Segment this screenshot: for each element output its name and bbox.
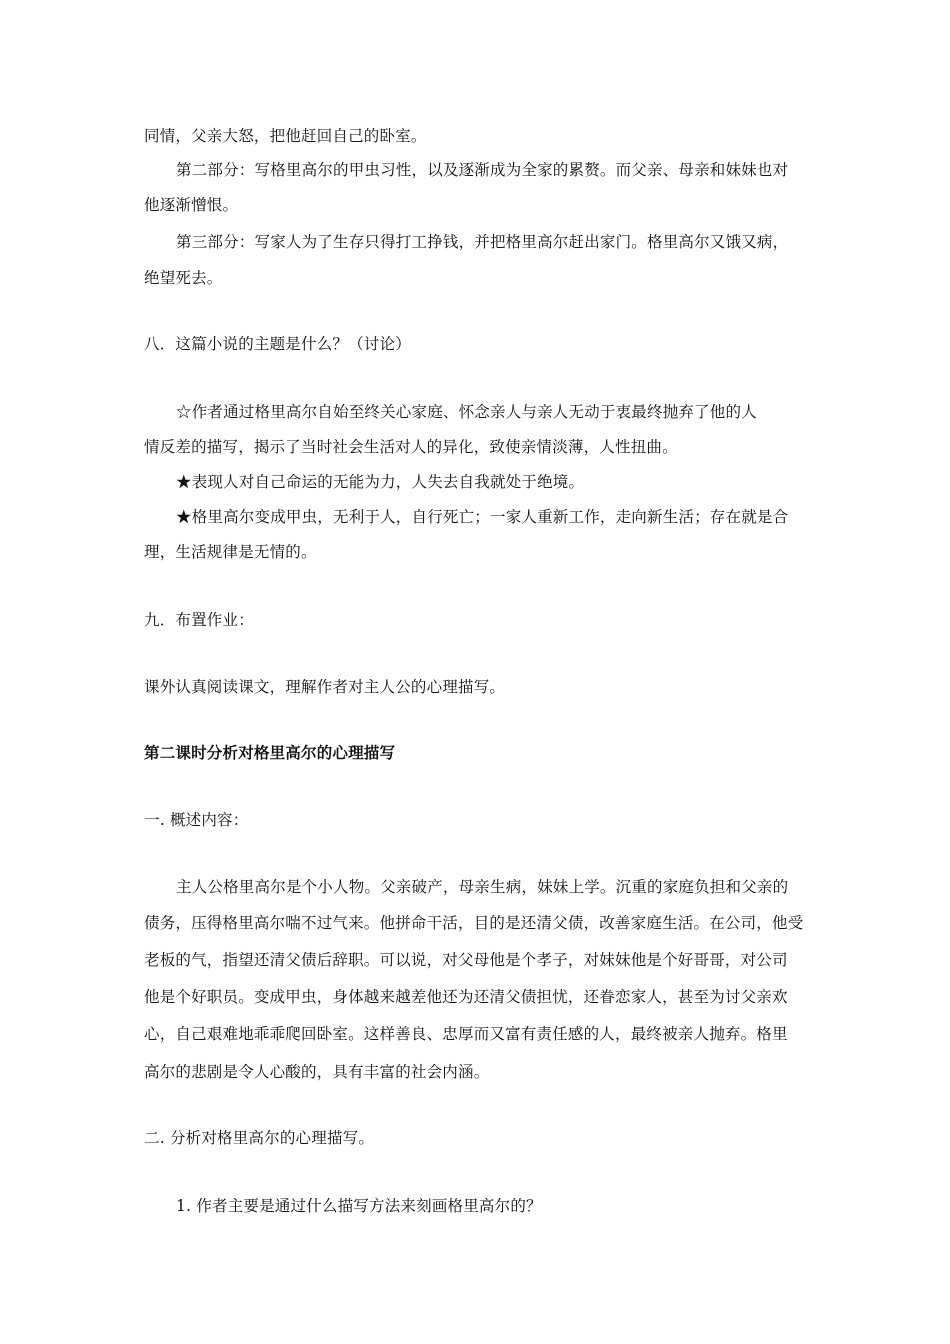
lesson2-s1-line: 主人公格里高尔是个小人物。父亲破产，母亲生病，妹妹上学。沉重的家庭负担和父亲的 <box>176 878 789 896</box>
section9-heading: 九．布置作业： <box>144 611 254 629</box>
section8-para3-line2: 理，生活规律是无情的。 <box>144 543 317 561</box>
section9-text: 课外认真阅读课文，理解作者对主人公的心理描写。 <box>144 678 506 696</box>
section8-heading: 八．这篇小说的主题是什么？（讨论） <box>144 335 411 353</box>
lesson2-s2-question1: 1. 作者主要是通过什么描写方法来刻画格里高尔的？ <box>176 1197 542 1215</box>
lesson2-s1-line: 老板的气，指望还清父债后辞职。可以说，对父母他是个孝子，对妹妹他是个好哥哥，对公司 <box>144 951 788 969</box>
lesson2-s1-heading: 一. 概述内容： <box>144 811 249 829</box>
section8-para3-line1: ★格里高尔变成甲虫，无利于人，自行死亡；一家人重新工作，走向新生活；存在就是合 <box>176 508 789 526</box>
part2-line-2: 他逐渐憎恨。 <box>144 196 239 214</box>
lesson2-s2-heading: 二. 分析对格里高尔的心理描写。 <box>144 1129 375 1147</box>
section8-para1-line1: ☆作者通过格里高尔自始至终关心家庭、怀念亲人与亲人无动于衷最终抛弃了他的人 <box>176 403 757 421</box>
lesson2-s1-line: 他是个好职员。变成甲虫，身体越来越差他还为还清父债担忧，还眷恋家人，甚至为讨父亲欢 <box>144 988 788 1006</box>
lesson2-s1-line: 高尔的悲剧是令人心酸的，具有丰富的社会内涵。 <box>144 1063 490 1081</box>
section8-para1-line2: 情反差的描写，揭示了当时社会生活对人的异化，致使亲情淡薄，人性扭曲。 <box>144 438 678 456</box>
lesson2-s1-line: 心，自己艰难地乖乖爬回卧室。这样善良、忠厚而又富有责任感的人，最终被亲人抛弃。格里 <box>144 1025 788 1043</box>
part3-line-2: 绝望死去。 <box>144 269 223 287</box>
part1-line: 同情，父亲大怒，把他赶回自己的卧室。 <box>144 127 427 145</box>
lesson2-s1-line: 债务，压得格里高尔喘不过气来。他拼命干活，目的是还清父债，改善家庭生活。在公司，他受 <box>144 914 804 932</box>
section8-para2: ★表现人对自己命运的无能为力，人失去自我就处于绝境。 <box>176 473 585 491</box>
part3-line-1: 第三部分：写家人为了生存只得打工挣钱，并把格里高尔赶出家门。格里高尔又饿又病， <box>176 233 789 251</box>
part2-line-1: 第二部分：写格里高尔的甲虫习性，以及逐渐成为全家的累赘。而父亲、母亲和妹妹也对 <box>176 161 789 179</box>
lesson2-title: 第二课时分析对格里高尔的心理描写 <box>144 743 396 762</box>
